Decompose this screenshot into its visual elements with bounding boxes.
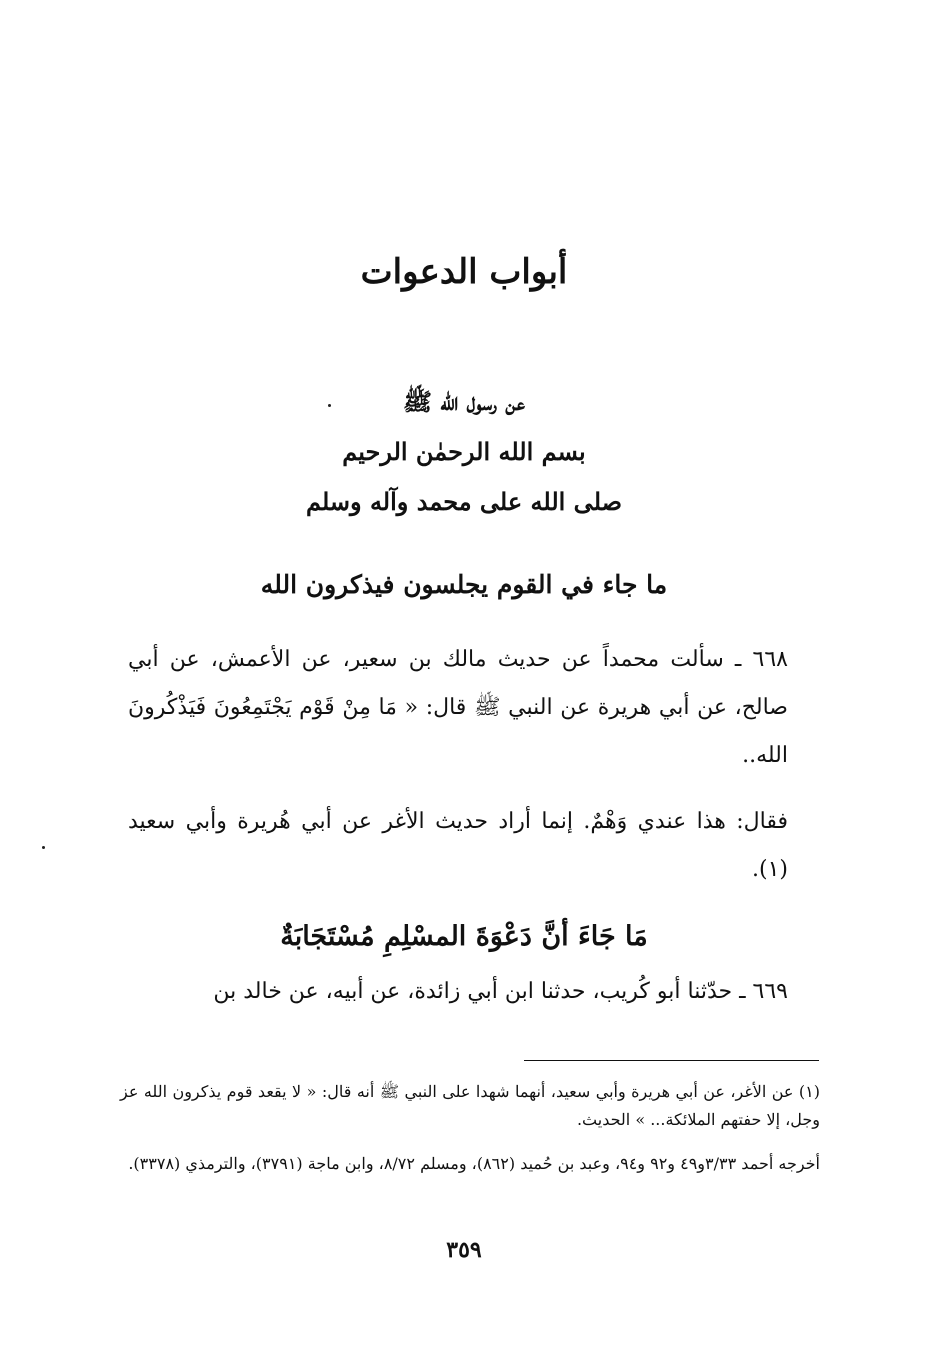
- chapter-title: أبواب الدعوات: [360, 252, 568, 292]
- header-line-2: بسم الله الرحمٰن الرحيم: [342, 437, 586, 466]
- section-heading-1: ما جاء في القوم يجلسون فيذكرون الله: [260, 570, 668, 599]
- footnote-1: (١) عن الأغر، عن أبي هريرة وأبي سعيد، أنهما شهدا على النبي ﷺ أنه قال: « لا يقعد قوم يذكرون الله عز وجل، إلا حفتهم الملائكة... » الحديث.: [120, 1082, 820, 1129]
- footnote-references: أخرجه أحمد ٣/٣٣و٤٩ و٩٢ و٩٤، وعبد بن حُميد (٨٦٢)، ومسلم ٨/٧٢، وابن ماجة (٣٧٩١)، والترمذي (٣٣٧٨).: [128, 1154, 820, 1173]
- scan-speck: [328, 404, 331, 407]
- hadith-668-paragraph: ٦٦٨ ـ سألت محمداً عن حديث مالك بن سعير، عن الأعمش، عن أبي صالح، عن أبي هريرة عن النبي ﷺ قال: « مَا مِنْ قَوْم يَجْتَمِعُونَ فَيَذْكُرونَ الله..: [128, 647, 788, 768]
- section-heading-2: مَا جَاءَ أنَّ دَعْوَةَ المسْلِمِ مُسْتَجَابَةٌ: [280, 921, 648, 952]
- scan-speck: [42, 846, 45, 849]
- hadith-669-paragraph: ٦٦٩ ـ حدّثنا أبو كُريب، حدثنا ابن أبي زائدة، عن أبيه، عن خالد بن: [213, 979, 788, 1004]
- footnote-divider: [524, 1060, 819, 1061]
- page-number: ٣٥٩: [446, 1237, 482, 1263]
- header-line-3: صلى الله على محمد وآله وسلم: [305, 487, 623, 516]
- commentary-paragraph: فقال: هذا عندي وَهْمٌ. إنما أراد حديث الأغر عن أبي هُريرة وأبي سعيد (١).: [128, 809, 788, 882]
- header-line-1: عن رسول الله ﷺ: [403, 387, 525, 416]
